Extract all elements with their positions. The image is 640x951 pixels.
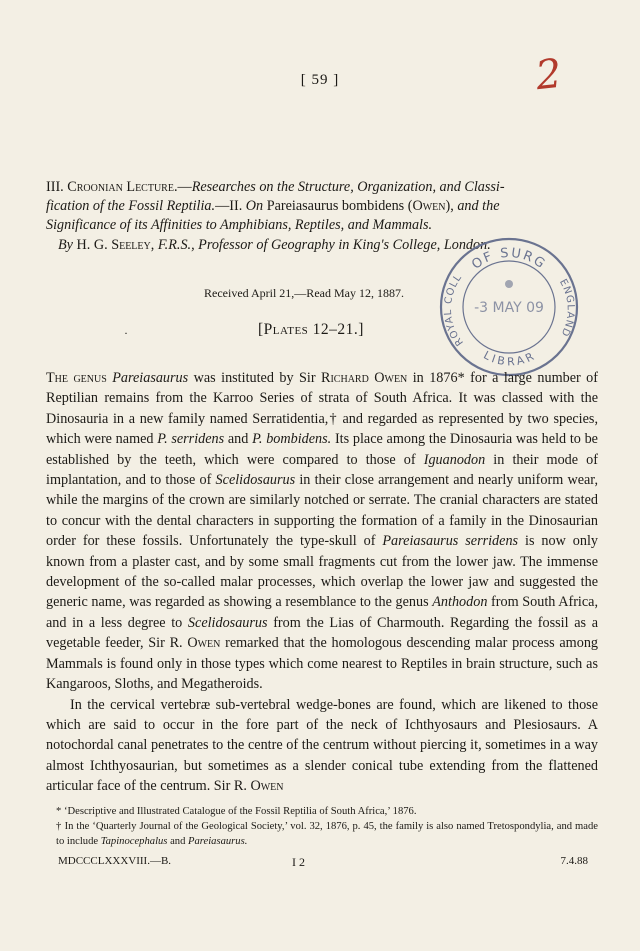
- paragraph-1: [46, 368, 598, 695]
- fn2-italic-2: Pareiasaurus.: [188, 836, 248, 847]
- fn2-text-a: † In the ‘Quarterly Journal of the Geological Society,’ vol. 32, 1876, p. 45, the family is also named Tretospondylia, and made to include: [56, 821, 598, 847]
- stamp-bottom-text: LIBRAR: [481, 348, 539, 369]
- p1-seg-16: from South Africa, and in a less degree to: [46, 594, 599, 631]
- title-number: III.: [46, 179, 64, 195]
- stamp-left-text: ROYAL COLL: [442, 272, 466, 348]
- p1-seg-2: was instituted by Sir: [188, 370, 322, 386]
- p1-seg-14: is now only known from a plaster cast, and by some small fragments cut from the lower jaw. The immense development of the so-called malar processes, which overlap the lower jaw and suggested the generic name, was regarded as showing a resemblance to the genus: [46, 533, 598, 611]
- p1-seg-6: and: [224, 431, 253, 448]
- p1-seg-9: Iguanodon: [423, 451, 486, 468]
- fn2-italic-1: Tapinocephalus: [100, 836, 168, 847]
- p2-seg-1: R. Owen: [233, 778, 284, 795]
- p1-seg-20: remarked that the homologous descending malar process among Mammals is found only in those types which come nearest to Reptiles in brain structure, such as Kangaroos, Sloths, and Megatheroids.: [46, 635, 599, 693]
- received-date: Received April 21,—Read May 12, 1887.: [204, 286, 404, 300]
- volume-signature: MDCCCLXXXVIII.—B.: [58, 855, 172, 867]
- p1-seg-11: Scelidosaurus: [215, 472, 296, 489]
- title-close: ),: [445, 198, 454, 214]
- footnotes: [46, 804, 598, 849]
- p1-seg-10: in their mode of implantation, and to those of: [46, 451, 599, 489]
- main-text: [46, 368, 598, 797]
- p1-seg-1: Pareiasaurus: [112, 370, 189, 386]
- p1-seg-13: Pareiasaurus serridens: [382, 533, 519, 550]
- title-genus: Pareiasaurus bombidens (: [266, 198, 413, 214]
- p1-seg-8: Its place among the Dinosauria was held to be established by the teeth, which were compared to those of: [46, 431, 598, 468]
- stamp-emblem-icon: [505, 280, 513, 288]
- p1-seg-0: The genus: [46, 370, 113, 386]
- p1-seg-19: R. Owen: [169, 635, 221, 652]
- footnote-1: * ‘Descriptive and Illustrated Catalogue of the Fossil Reptilia of South Africa,’ 1876.: [56, 806, 417, 817]
- title-significance: Significance of its Affinities to Amphibians, Reptiles, and Mammals.: [46, 217, 433, 233]
- print-date: 7.4.88: [560, 855, 588, 867]
- library-stamp: [434, 232, 584, 382]
- paragraph-2: [46, 695, 598, 797]
- title-owen: Owen: [412, 198, 446, 214]
- handwritten-page-mark: 2: [533, 50, 564, 100]
- lecture-title: [46, 178, 598, 235]
- author-line: [58, 237, 498, 254]
- signature-mark: I 2: [292, 855, 305, 869]
- p2-seg-0: In the cervical vertebræ sub-vertebral wedge-bones are found, which are likened to those which are said to occur in the fore part of the neck of Ichthyosaurs and Plesiosaurs. A notochordal canal penetrates to the centre of the centrum without piercing it, sometimes in a way almost Ichthyosaurian, but sometimes as a slender conical tube extending from the flattened articular face of the centrum. Sir: [46, 696, 598, 795]
- title-part: —II.: [215, 198, 243, 214]
- title-and-the: and the: [457, 198, 500, 214]
- p1-seg-3: Richard Owen: [321, 370, 408, 386]
- p1-seg-17: Scelidosaurus: [187, 614, 268, 631]
- title-lecture: Croonian Lecture.: [67, 179, 178, 195]
- title-fication: fication of the Fossil Reptilia.: [46, 198, 216, 214]
- footnote-2: [46, 819, 598, 849]
- p1-seg-12: in their close arrangement and nearly uniform wear, while the margins of the crown are similarly notched or serrate. The cranial characters are stated to concur with the dental characters in supporting the formation of a family in the Dinosaurian order for these fossils. Unfortunately the type-skull of: [46, 472, 599, 550]
- fn2-text-b: and: [167, 836, 189, 847]
- stamp-right-text: ENGLAND: [557, 277, 576, 339]
- p1-seg-15: Anthodon: [432, 594, 488, 611]
- author-by: By: [58, 237, 73, 253]
- title-on: On: [245, 198, 264, 214]
- title-research: Researches on the Structure, Organization, and Classi-: [191, 179, 505, 195]
- stray-mark: ·: [124, 326, 128, 340]
- author-affiliation: F.R.S., Professor of Geography in King's College, London.: [157, 237, 491, 253]
- p1-seg-7: P. bombidens.: [252, 431, 332, 448]
- p1-seg-18: from the Lias of Charmouth. Regarding the fossil as a vegetable feeder, Sir: [46, 614, 598, 652]
- plates-text: [Plates 12–21.]: [258, 321, 364, 338]
- p1-seg-5: P. serridens: [157, 431, 225, 448]
- page-number: [ 59 ]: [300, 72, 340, 88]
- stamp-date: -3 MAY 09: [474, 300, 544, 316]
- p1-seg-4: in 1876* for a large number of Reptilian remains from the Karroo Series of strata of South Africa. It was classed with the Dinosauria in a new family named Serratidentia,† and regarded as represented by two species, which were named: [46, 370, 598, 448]
- title-dash: —: [177, 179, 192, 195]
- stamp-top-text: OF SURG: [469, 245, 549, 273]
- plates-reference: [258, 321, 364, 339]
- author-name: H. G. Seeley,: [76, 237, 155, 253]
